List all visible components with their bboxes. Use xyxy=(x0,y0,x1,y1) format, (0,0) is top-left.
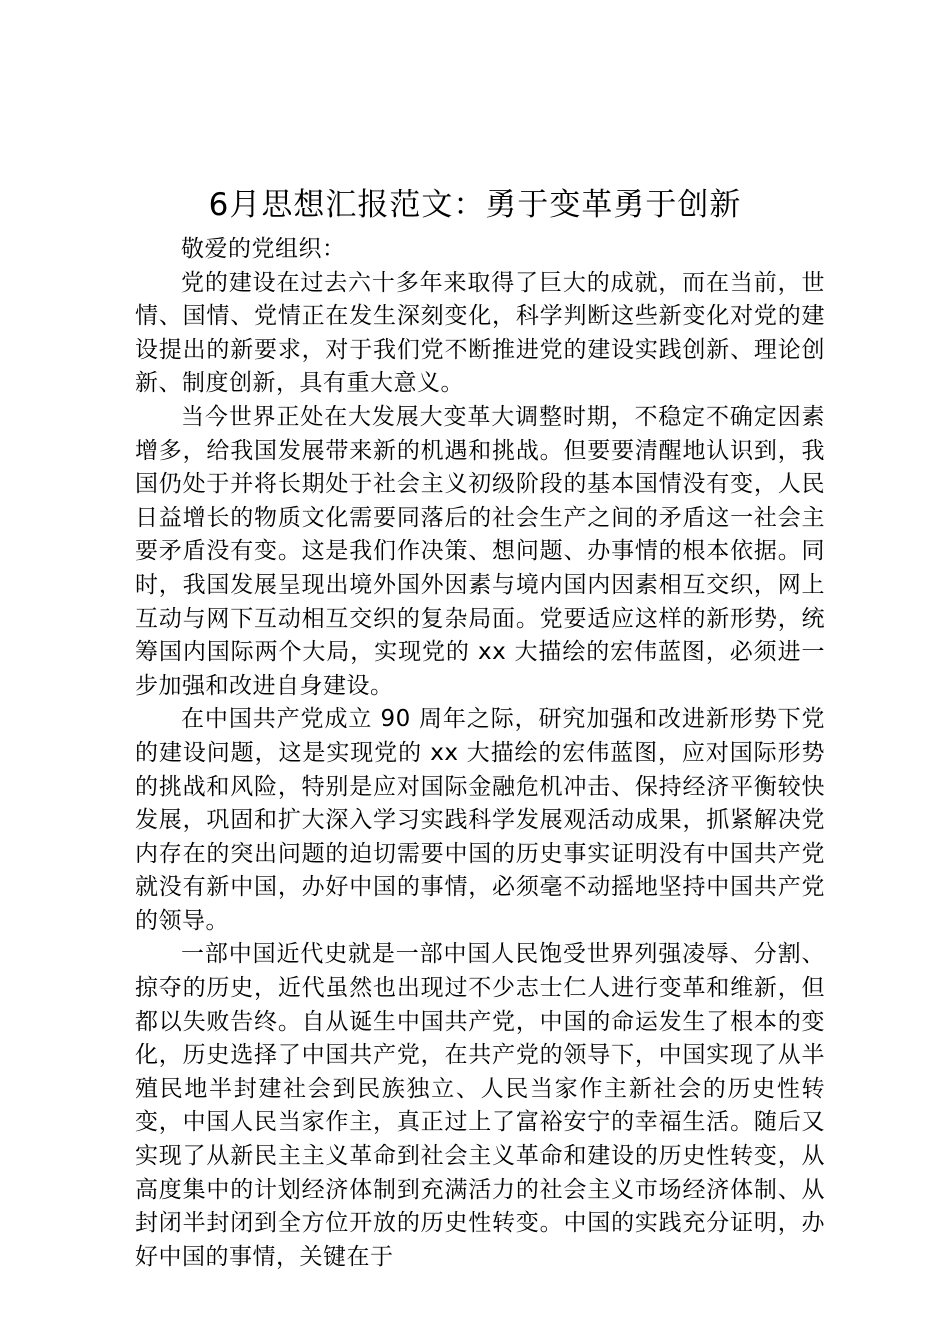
paragraph-2: 当今世界正处在大发展大变革大调整时期，不稳定不确定因素增多，给我国发展带来新的机遇和挑战。但要要清醒地认识到，我国仍处于并将长期处于社会主义初级阶段的基本国情没有变，人民日益增长的物质文化需要同落后的社会生产之间的矛盾这一社会主要矛盾没有变。这是我们作决策、想问题、办事情的根本依据。同时，我国发展呈现出境外国外因素与境内国内因素相互交织，网上互动与网下互动相互交织的复杂局面。党要适应这样的新形势，统筹国内国际两个大局，实现党的 xx 大描绘的宏伟蓝图，必须进一步加强和改进自身建设。 xyxy=(135,403,825,699)
paragraph-3: 在中国共产党成立 90 周年之际，研究加强和改进新形势下党的建设问题，这是实现党的 xx 大描绘的宏伟蓝图，应对国际形势的挑战和风险，特别是应对国际金融危机冲击、保持经济平衡较快发展，巩固和扩大深入学习实践科学发展观活动成果，抓紧解决党内存在的突出问题的迫切需要中国的历史事实证明没有中国共产党就没有新中国，办好中国的事情，必须毫不动摇地坚持中国共产党的领导。 xyxy=(135,706,825,934)
salutation: 敬爱的党组织： xyxy=(181,236,346,262)
paragraph-1: 党的建设在过去六十多年来取得了巨大的成就，而在当前，世情、国情、党情正在发生深刻变化，科学判断这些新变化对党的建设提出的新要求，对于我们党不断推进党的建设实践创新、理论创新、制度创新，具有重大意义。 xyxy=(135,269,825,397)
document-body xyxy=(135,233,825,1274)
paragraph-4: 一部中国近代史就是一部中国人民饱受世界列强凌辱、分割、掠夺的历史，近代虽然也出现过不少志士仁人进行变革和维新，但都以失败告终。自从诞生中国共产党，中国的命运发生了根本的变化，历史选择了中国共产党，在共产党的领导下，中国实现了从半殖民地半封建社会到民族独立、人民当家作主新社会的历史性转变，中国人民当家作主，真正过上了富裕安宁的幸福生活。随后又实现了从新民主主义革命到社会主义革命和建设的历史性转变，从高度集中的计划经济体制到充满活力的社会主义市场经济体制、从封闭半封闭到全方位开放的历史性转变。中国的实践充分证明，办好中国的事情，关键在于 xyxy=(135,941,825,1270)
document-title: 6月思想汇报范文：勇于变革勇于创新 xyxy=(208,187,742,223)
